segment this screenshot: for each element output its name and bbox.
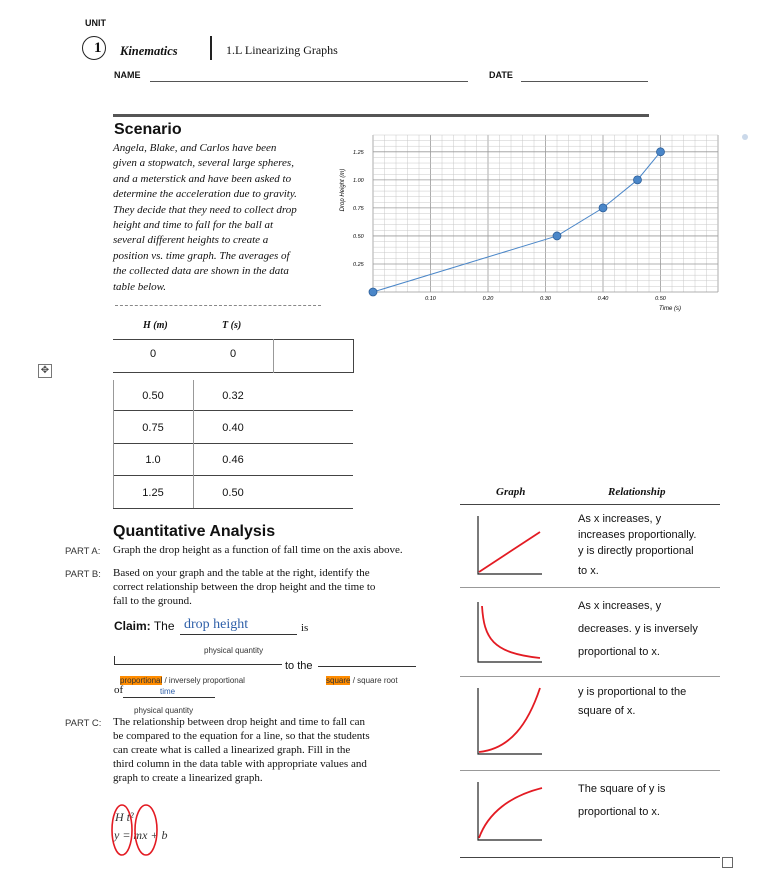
part-c-line: can create what is called a linearized graph. Fill in the	[113, 744, 351, 756]
relationship-line: y is directly proportional	[578, 545, 694, 557]
table-cell: 1.25	[142, 487, 164, 499]
option-inverse[interactable]: / inversely proportional	[162, 676, 245, 685]
to-the: to the	[285, 660, 313, 672]
lesson-title: 1.L Linearizing Graphs	[226, 43, 338, 57]
table-rule	[113, 475, 353, 476]
chart-grid	[373, 135, 718, 292]
x-axis-label: Time (s)	[659, 306, 681, 312]
table-cell: 0.50	[142, 390, 164, 402]
scenario-line: given a stopwatch, several large spheres,	[113, 157, 294, 170]
date-field[interactable]	[521, 81, 648, 82]
relationship-header: Relationship	[608, 486, 666, 498]
part-a-label: PART A:	[65, 546, 101, 557]
claim-answer-line	[180, 634, 297, 635]
y-axis-label: Drop Height (m)	[340, 168, 346, 212]
scenario-text	[113, 141, 318, 295]
unit-number: 1	[94, 40, 102, 56]
relationship-blank[interactable]	[114, 664, 282, 665]
scenario-title: Scenario	[114, 121, 182, 138]
relationship-line: As x increases, y	[578, 513, 662, 525]
series-points	[369, 148, 665, 296]
x-tick-label: 0.40	[597, 296, 609, 302]
of-label: of	[114, 684, 124, 696]
name-field[interactable]	[150, 81, 468, 82]
y-tick-label: 1.25	[353, 149, 364, 156]
x-tick-label: 0.50	[655, 296, 666, 302]
relationship-line: proportional to x.	[578, 646, 660, 658]
scenario-line: Angela, Blake, and Carlos have been	[113, 142, 277, 154]
data-point	[634, 176, 642, 184]
table-rule	[460, 504, 720, 505]
table-rule	[353, 339, 354, 373]
table-cell: 1.0	[145, 454, 161, 466]
table-header-t: T (s)	[222, 320, 242, 331]
relationship-graphs	[470, 512, 550, 842]
handwritten-circles	[108, 800, 168, 860]
graph-inverse	[478, 602, 542, 662]
relationship-line: y is proportional to the	[578, 686, 687, 698]
table-header-h: H (m)	[143, 320, 168, 331]
position-time-chart	[330, 130, 720, 315]
claim-label: Claim:	[114, 619, 151, 633]
power-options	[326, 676, 398, 685]
table-cell: 0	[229, 348, 237, 360]
handwritten-variables: H t²	[115, 810, 134, 824]
relationship-linear	[578, 511, 696, 579]
of-answer[interactable]: time	[160, 687, 176, 696]
relationship-line: As x increases, y	[578, 600, 662, 612]
table-cell: 0	[149, 348, 157, 360]
of-blank-line	[123, 697, 215, 698]
series-line	[373, 152, 661, 292]
claim-is: is	[301, 622, 309, 634]
dashed-divider	[115, 305, 321, 306]
table-cell: 0.75	[142, 422, 164, 434]
table-cell: 0.46	[222, 454, 244, 466]
table-rule	[460, 857, 720, 858]
scenario-line: and a meterstick and have been asked to	[113, 172, 292, 185]
power-blank[interactable]	[318, 666, 416, 667]
data-point	[599, 204, 607, 212]
relationship-line: to x.	[578, 565, 599, 577]
physical-quantity-hint: physical quantity	[204, 646, 264, 655]
quant-title: Quantitative Analysis	[113, 523, 276, 540]
relationship-options	[120, 676, 245, 685]
table-move-handle-icon[interactable]: ✥	[38, 364, 52, 378]
y-tick-label: 0.50	[353, 233, 364, 240]
relationship-line: The square of y is	[578, 783, 666, 795]
chart-ticks	[353, 150, 667, 302]
data-point	[369, 288, 377, 296]
option-square-root[interactable]: / square root	[350, 676, 398, 685]
table-rule	[113, 508, 353, 509]
x-tick-label: 0.20	[482, 296, 494, 302]
table-rule	[193, 380, 194, 508]
scenario-line: several different heights to create a	[113, 234, 269, 247]
part-c-label: PART C:	[65, 718, 102, 729]
table-rule	[113, 339, 353, 340]
table-rule	[113, 410, 353, 411]
table-cell: 0.32	[222, 390, 244, 402]
part-b-line: fall to the ground.	[113, 595, 192, 607]
part-c-line: The relationship between drop height and time to fall can	[113, 716, 366, 728]
part-c-line: be compared to the equation for a line, so that the students	[113, 730, 370, 742]
scenario-line: They decide that they need to collect drop	[113, 203, 297, 216]
part-b-label: PART B:	[65, 569, 101, 580]
data-point	[657, 148, 665, 156]
scenario-line: the collected data are shown in the data	[113, 265, 289, 278]
name-label: NAME	[114, 70, 141, 80]
table-rule	[113, 443, 353, 444]
x-tick-label: 0.30	[540, 296, 551, 302]
table-rule	[113, 380, 114, 508]
relationship-inverse	[578, 595, 698, 664]
circle-x-t	[135, 805, 157, 855]
claim-answer[interactable]: drop height	[184, 617, 249, 632]
x-tick-label: 0.10	[425, 296, 436, 302]
table-cell: 0.40	[222, 422, 244, 434]
part-c-line: third column in the data table with appropriate values and	[113, 758, 367, 770]
unit-label: UNIT	[85, 18, 106, 28]
claim-row	[114, 619, 175, 633]
graph-sqrt	[478, 782, 542, 840]
part-b-line: Based on your graph and the table at the right, identify the	[113, 567, 370, 579]
graph-header: Graph	[496, 486, 526, 498]
relationship-line: proportional to x.	[578, 806, 660, 818]
blank-tick	[114, 656, 115, 664]
table-rule	[113, 372, 353, 373]
line-equation: y = mx + b	[114, 828, 168, 842]
resize-handle-icon[interactable]	[722, 857, 733, 868]
graph-square	[478, 688, 542, 754]
header-divider	[210, 36, 212, 60]
scenario-line: determine the acceleration due to gravity.	[113, 188, 297, 201]
section-divider	[113, 114, 649, 117]
scenario-line: height and time to fall for the ball at	[113, 219, 274, 232]
claim-the: The	[153, 619, 175, 633]
option-square-selected[interactable]: square	[326, 676, 351, 685]
unit-title: Kinematics	[120, 44, 178, 58]
physical-quantity-hint-2: physical quantity	[134, 706, 194, 715]
scenario-line: position vs. time graph. The averages of	[113, 249, 290, 262]
date-label: DATE	[489, 70, 513, 80]
part-c-text	[113, 715, 370, 785]
scenario-line: table below.	[113, 280, 166, 293]
table-cell: 0.50	[222, 487, 244, 499]
relationship-line: increases proportionally.	[578, 529, 697, 541]
relationship-line: square of x.	[578, 705, 636, 717]
option-proportional-selected[interactable]: proportional	[120, 676, 163, 685]
y-tick-label: 1.00	[353, 177, 364, 184]
part-a-text: Graph the drop height as a function of fall time on the axis above.	[113, 544, 403, 556]
part-c-line: graph to create a linearized graph.	[113, 772, 263, 784]
data-point	[553, 232, 561, 240]
y-tick-label: 0.75	[353, 205, 364, 212]
y-tick-label: 0.25	[353, 261, 364, 268]
part-b-text	[113, 566, 375, 608]
relationship-sqrt	[578, 778, 665, 824]
margin-marker	[742, 134, 748, 140]
table-rule	[273, 339, 274, 373]
circle-y-h	[112, 805, 132, 855]
relationship-square	[578, 683, 686, 721]
part-b-line: correct relationship between the drop height and the time to	[113, 581, 376, 593]
graph-linear	[478, 516, 542, 574]
relationship-line: decreases. y is inversely	[578, 623, 698, 635]
